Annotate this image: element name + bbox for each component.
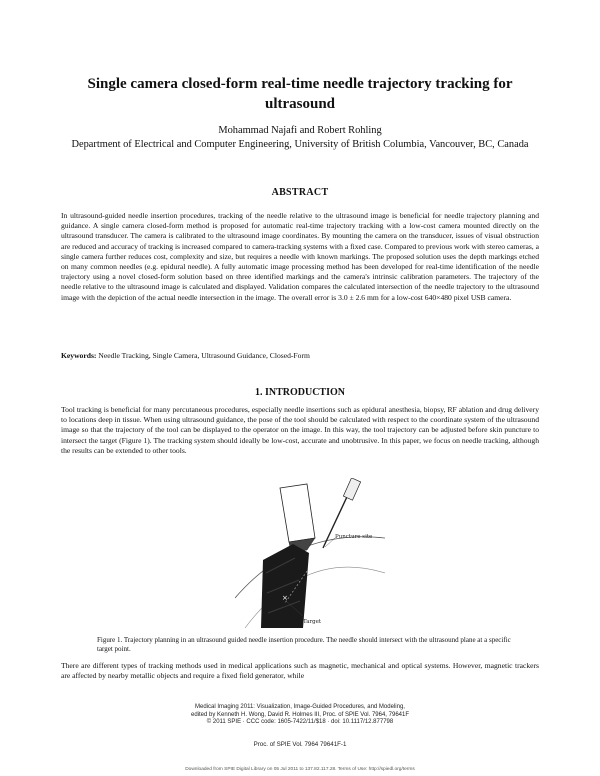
section-heading-introduction: 1. INTRODUCTION <box>254 387 345 398</box>
publication-footer <box>100 704 500 727</box>
label-target: Target <box>303 619 322 625</box>
footer-line-3: © 2011 SPIE · CCC code: 1605-7422/11/$18 · doi: 10.1117/12.877798 <box>206 719 394 726</box>
affiliation: Department of Electrical and Computer Engineering, University of British Columbia, Vancouver, BC, Canada <box>71 139 529 150</box>
keywords-label: Keywords: <box>61 351 97 360</box>
abstract-text: In ultrasound-guided needle insertion procedures, tracking of the needle relative to the ultrasound image is beneficial for needle trajectory planning and guidance. A single camera closed-form method is proposed for automatic real-time trajectory tracking with a low-cost camera mounted directly on the ultrasound transducer. The camera is calibrated to the ultrasound image coordinates. By mounting the camera on the transducer, issues of visual obstruction are reduced and accuracy of tracking is increased compared to camera-tracking systems with a fixed case. Compared to previous work with stereo cameras, a single camera further reduces cost, complexity and size, but requires a needle with known markings. The proposed solution uses the depth markings etched on many common needles (e.g. epidural needle). A fully automatic image processing method has been developed for real-time identification of the needle trajectory using a novel closed-form solution based on three identified markings and the camera's intrinsic calibration parameters. The trajectory of the needle relative to the ultrasound image is calculated and displayed. Validation compares the calculated intersection of the needle trajectory to the ultrasound image with the depiction of the actual needle intersection in the image. The overall error is 3.0 ± 2.6 mm for a low-cost 640×480 pixel USB camera. <box>61 211 539 302</box>
label-puncture-site: Puncture site <box>335 534 373 540</box>
figure-1-caption: Figure 1. Trajectory planning in an ultrasound guided needle insertion procedure. The needle should intersect with the ultrasound plane at a specific target point. <box>97 636 511 654</box>
figure-1 <box>235 478 385 628</box>
intro-paragraph-1: Tool tracking is beneficial for many percutaneous procedures, especially needle insertions such as epidural anesthesia, biopsy, RF ablation and drug delivery to locations deep in tissue. When using ultrasound guidance, the pose of the tool should be calculated with respect to the coordinate system of the ultrasound image so that the trajectory of the tool can be displayed to the operator on the image. In this way, the tool trajectory can be adjusted before skin puncture to intersect the target (Figure 1). The tracking system should ideally be low-cost, accurate and unobtrusive. In this paper, we focus on needle tracking, although the results can be extended to other tools. <box>61 405 539 455</box>
author-block <box>40 124 560 152</box>
download-notice: Downloaded from SPIE Digital Library on 05 Jul 2011 to 137.82.117.28. Terms of Use: http://spiedl.org/terms <box>185 767 415 772</box>
ultrasound-transducer <box>280 484 315 542</box>
footer-line-2: edited by Kenneth H. Wong, David R. Holmes III, Proc. of SPIE Vol. 7964, 79641F <box>190 711 409 718</box>
authors: Mohammad Najafi and Robert Rohling <box>218 125 382 136</box>
paper-title: Single camera closed-form real-time needle trajectory tracking for ultrasound <box>87 76 513 112</box>
target-marker: × <box>282 594 288 602</box>
keywords <box>61 351 539 361</box>
footer-line-1: Medical Imaging 2011: Visualization, Image-Guided Procedures, and Modeling, <box>195 704 405 710</box>
keywords-list: Needle Tracking, Single Camera, Ultrasound Guidance, Closed-Form <box>98 351 310 360</box>
needle-hub <box>343 478 360 500</box>
intro-paragraph-2: There are different types of tracking methods used in medical applications such as magnetic, mechanical and optical systems. However, magnetic trackers are affected by nearby metallic objects and require a fixed field generator, while <box>61 661 539 681</box>
figure-1-illustration <box>235 478 385 628</box>
page-proc-line: Proc. of SPIE Vol. 7964 79641F-1 <box>253 741 347 748</box>
abstract-heading: ABSTRACT <box>271 187 329 198</box>
